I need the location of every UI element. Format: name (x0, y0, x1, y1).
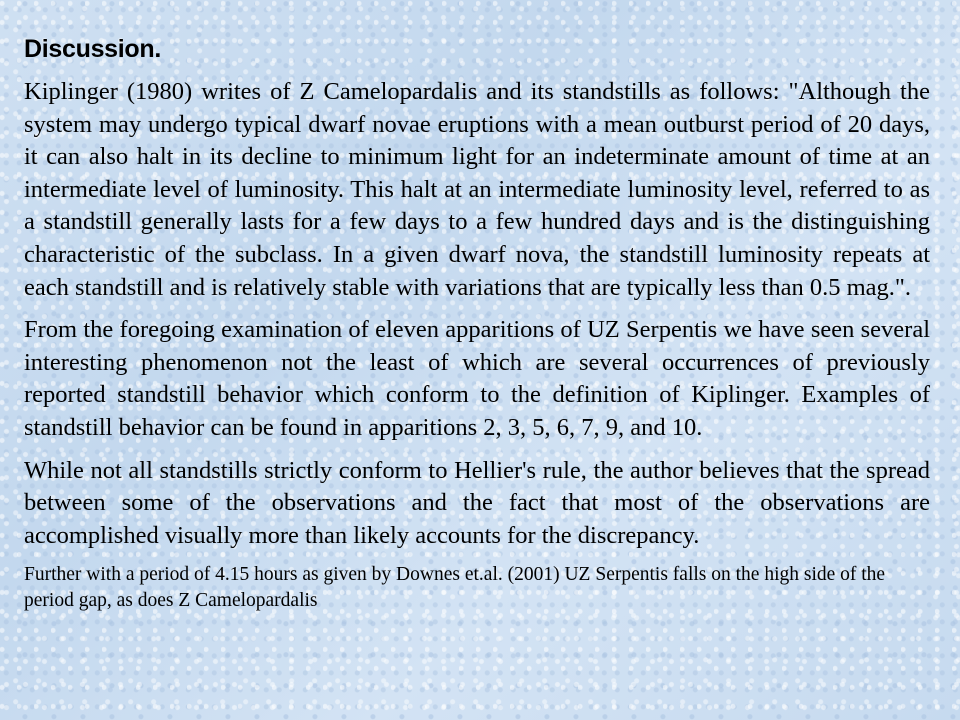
slide-title: Discussion. (24, 35, 162, 63)
paragraph-apparitions: From the foregoing examination of eleven apparitions of UZ Serpentis we have seen several interesting phenomenon not the least of which are several occurrences of previously reported standstill behavior which conform to the definition of Kiplinger. Examples of standstill behavior can be found in apparitions 2, 3, 5, 6, 7, 9, and 10. (24, 316, 930, 441)
paragraph-kiplinger-quote: Kiplinger (1980) writes of Z Camelopardalis and its standstills as follows: "Although the system may undergo typical dwarf novae eruptions with a mean outburst period of 20 days, it can also halt in its decline to minimum light for an indeterminate amount of time at an intermediate level of luminosity. This halt at an intermediate luminosity level, referred to as a standstill generally lasts for a few days to a few hundred days and is the distinguishing characteristic of the subclass. In a given dwarf nova, the standstill luminosity repeats at each standstill and is relatively stable with variations that are typically less than 0.5 mag.". (24, 78, 930, 301)
paragraph-hellier-rule: While not all standstills strictly conform to Hellier's rule, the author believes that the spread between some of the observations and the fact that most of the observations are accomplished visually more than likely accounts for the discrepancy. (24, 456, 930, 549)
paragraph-period-gap: Further with a period of 4.15 hours as given by Downes et.al. (2001) UZ Serpentis falls on the high side of the period gap, as does Z Camelopardalis (24, 564, 886, 612)
slide-content (24, 30, 930, 624)
